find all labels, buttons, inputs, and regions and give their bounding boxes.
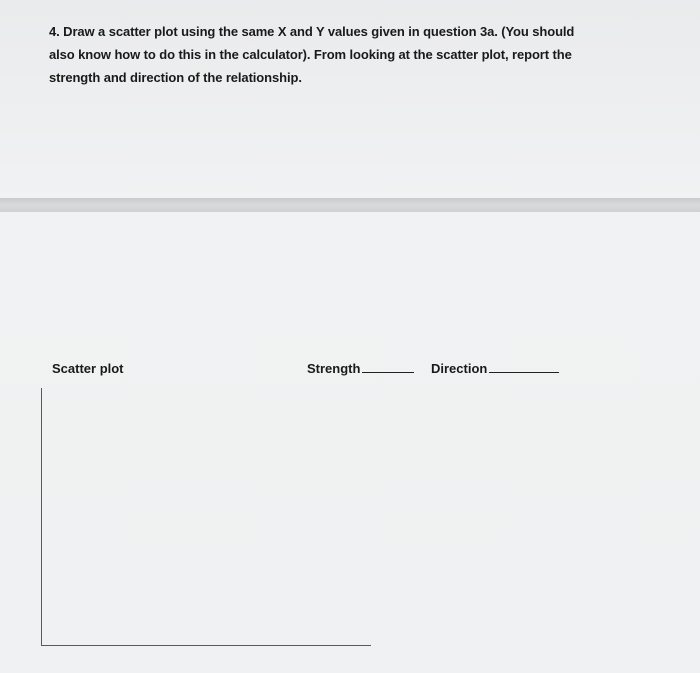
direction-label: Direction: [431, 361, 488, 376]
strength-answer-blank[interactable]: [362, 362, 414, 373]
question-line: 4. Draw a scatter plot using the same X and Y values given in question 3a. (You should: [49, 24, 575, 39]
scatter-plot-label-text: Scatter plot: [52, 361, 124, 376]
strength-field: [307, 361, 414, 376]
scatter-plot-y-axis: [41, 388, 42, 646]
scatter-plot-x-axis: [41, 645, 371, 646]
direction-answer-blank[interactable]: [489, 362, 559, 373]
question-line: strength and direction of the relationship.: [49, 70, 302, 85]
question-line: also know how to do this in the calculator). From looking at the scatter plot, report the: [49, 47, 572, 62]
question-text: [49, 20, 649, 89]
scatter-plot-label: [52, 361, 124, 376]
direction-field: [431, 361, 559, 376]
strength-label: Strength: [307, 361, 361, 376]
section-divider: [0, 198, 700, 212]
